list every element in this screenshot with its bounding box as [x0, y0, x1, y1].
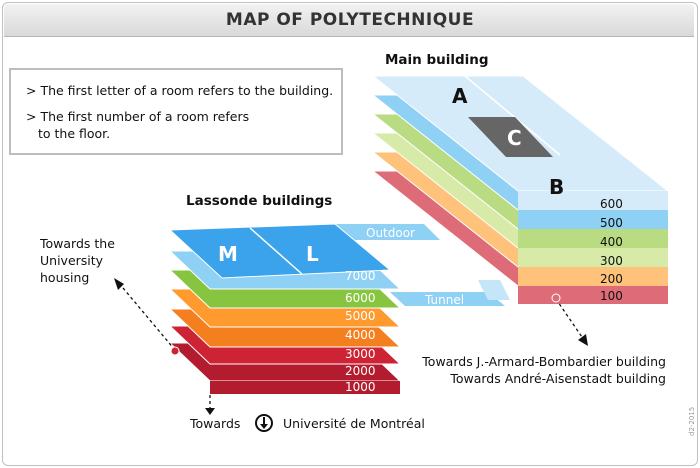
note-building-letter: > The first letter of a room refers to the building.: [26, 83, 334, 98]
housing-direction-line3: housing: [40, 270, 90, 285]
page-title: MAP OF POLYTECHNIQUE: [225, 10, 475, 30]
bombardier-direction-arrow: [556, 299, 584, 340]
building-label-a: A: [452, 84, 468, 108]
direction-bombardier: Towards J.-Armard-Bombardier building: [422, 354, 666, 369]
housing-arrowhead: [114, 278, 124, 290]
tunnel-label: Tunnel: [425, 293, 465, 307]
udem-arrowhead: [205, 408, 215, 415]
housing-direction-line1: Towards the: [40, 236, 115, 251]
building-label-b: B: [549, 175, 565, 199]
credit-tag: d2-2015: [688, 406, 696, 436]
main-building-title: Main building: [385, 52, 489, 68]
main-floor-label: 300: [600, 254, 623, 268]
outdoor-label: Outdoor: [366, 226, 415, 240]
lassonde-floor-label: 7000: [345, 269, 376, 283]
bombardier-arrowhead: [578, 334, 588, 346]
main-floor-100-edge: [518, 286, 668, 304]
main-floor-200-edge: [518, 267, 668, 286]
main-floor-label: 500: [600, 216, 623, 230]
bombardier-origin-dot: [552, 294, 560, 302]
main-floor-label: 200: [600, 272, 623, 286]
lassonde-floor-label: 5000: [345, 309, 376, 323]
direction-towards: Towards: [190, 416, 241, 431]
lassonde-floor-label: 6000: [345, 291, 376, 305]
building-label-c: C: [507, 126, 522, 150]
main-floor-500-edge: [518, 210, 668, 229]
main-building-stack: [373, 76, 668, 304]
main-floor-label: 600: [600, 197, 623, 211]
lassonde-floor-label: 1000: [345, 380, 376, 394]
main-floor-300-edge: [518, 248, 668, 267]
note-floor-number-cont: to the floor.: [38, 126, 111, 141]
housing-direction-arrow: [118, 282, 175, 350]
lassonde-title: Lassonde buildings: [186, 193, 333, 209]
building-label-l: L: [306, 242, 319, 266]
building-label-m: M: [218, 242, 238, 266]
main-floor-400-edge: [518, 229, 668, 248]
direction-aisenstadt: Towards André-Aisenstadt building: [450, 371, 666, 386]
lassonde-floor-label: 3000: [345, 347, 376, 361]
lassonde-floor-label: 2000: [345, 364, 376, 378]
note-floor-number: > The first number of a room refers: [26, 109, 250, 124]
direction-udem: Université de Montréal: [283, 416, 425, 431]
main-floor-label: 100: [600, 289, 623, 303]
main-floor-600-edge: [518, 191, 668, 210]
housing-origin-dot: [171, 347, 179, 355]
housing-direction-line2: University: [40, 253, 104, 268]
lassonde-floor-label: 4000: [345, 328, 376, 342]
main-floor-label: 400: [600, 235, 623, 249]
